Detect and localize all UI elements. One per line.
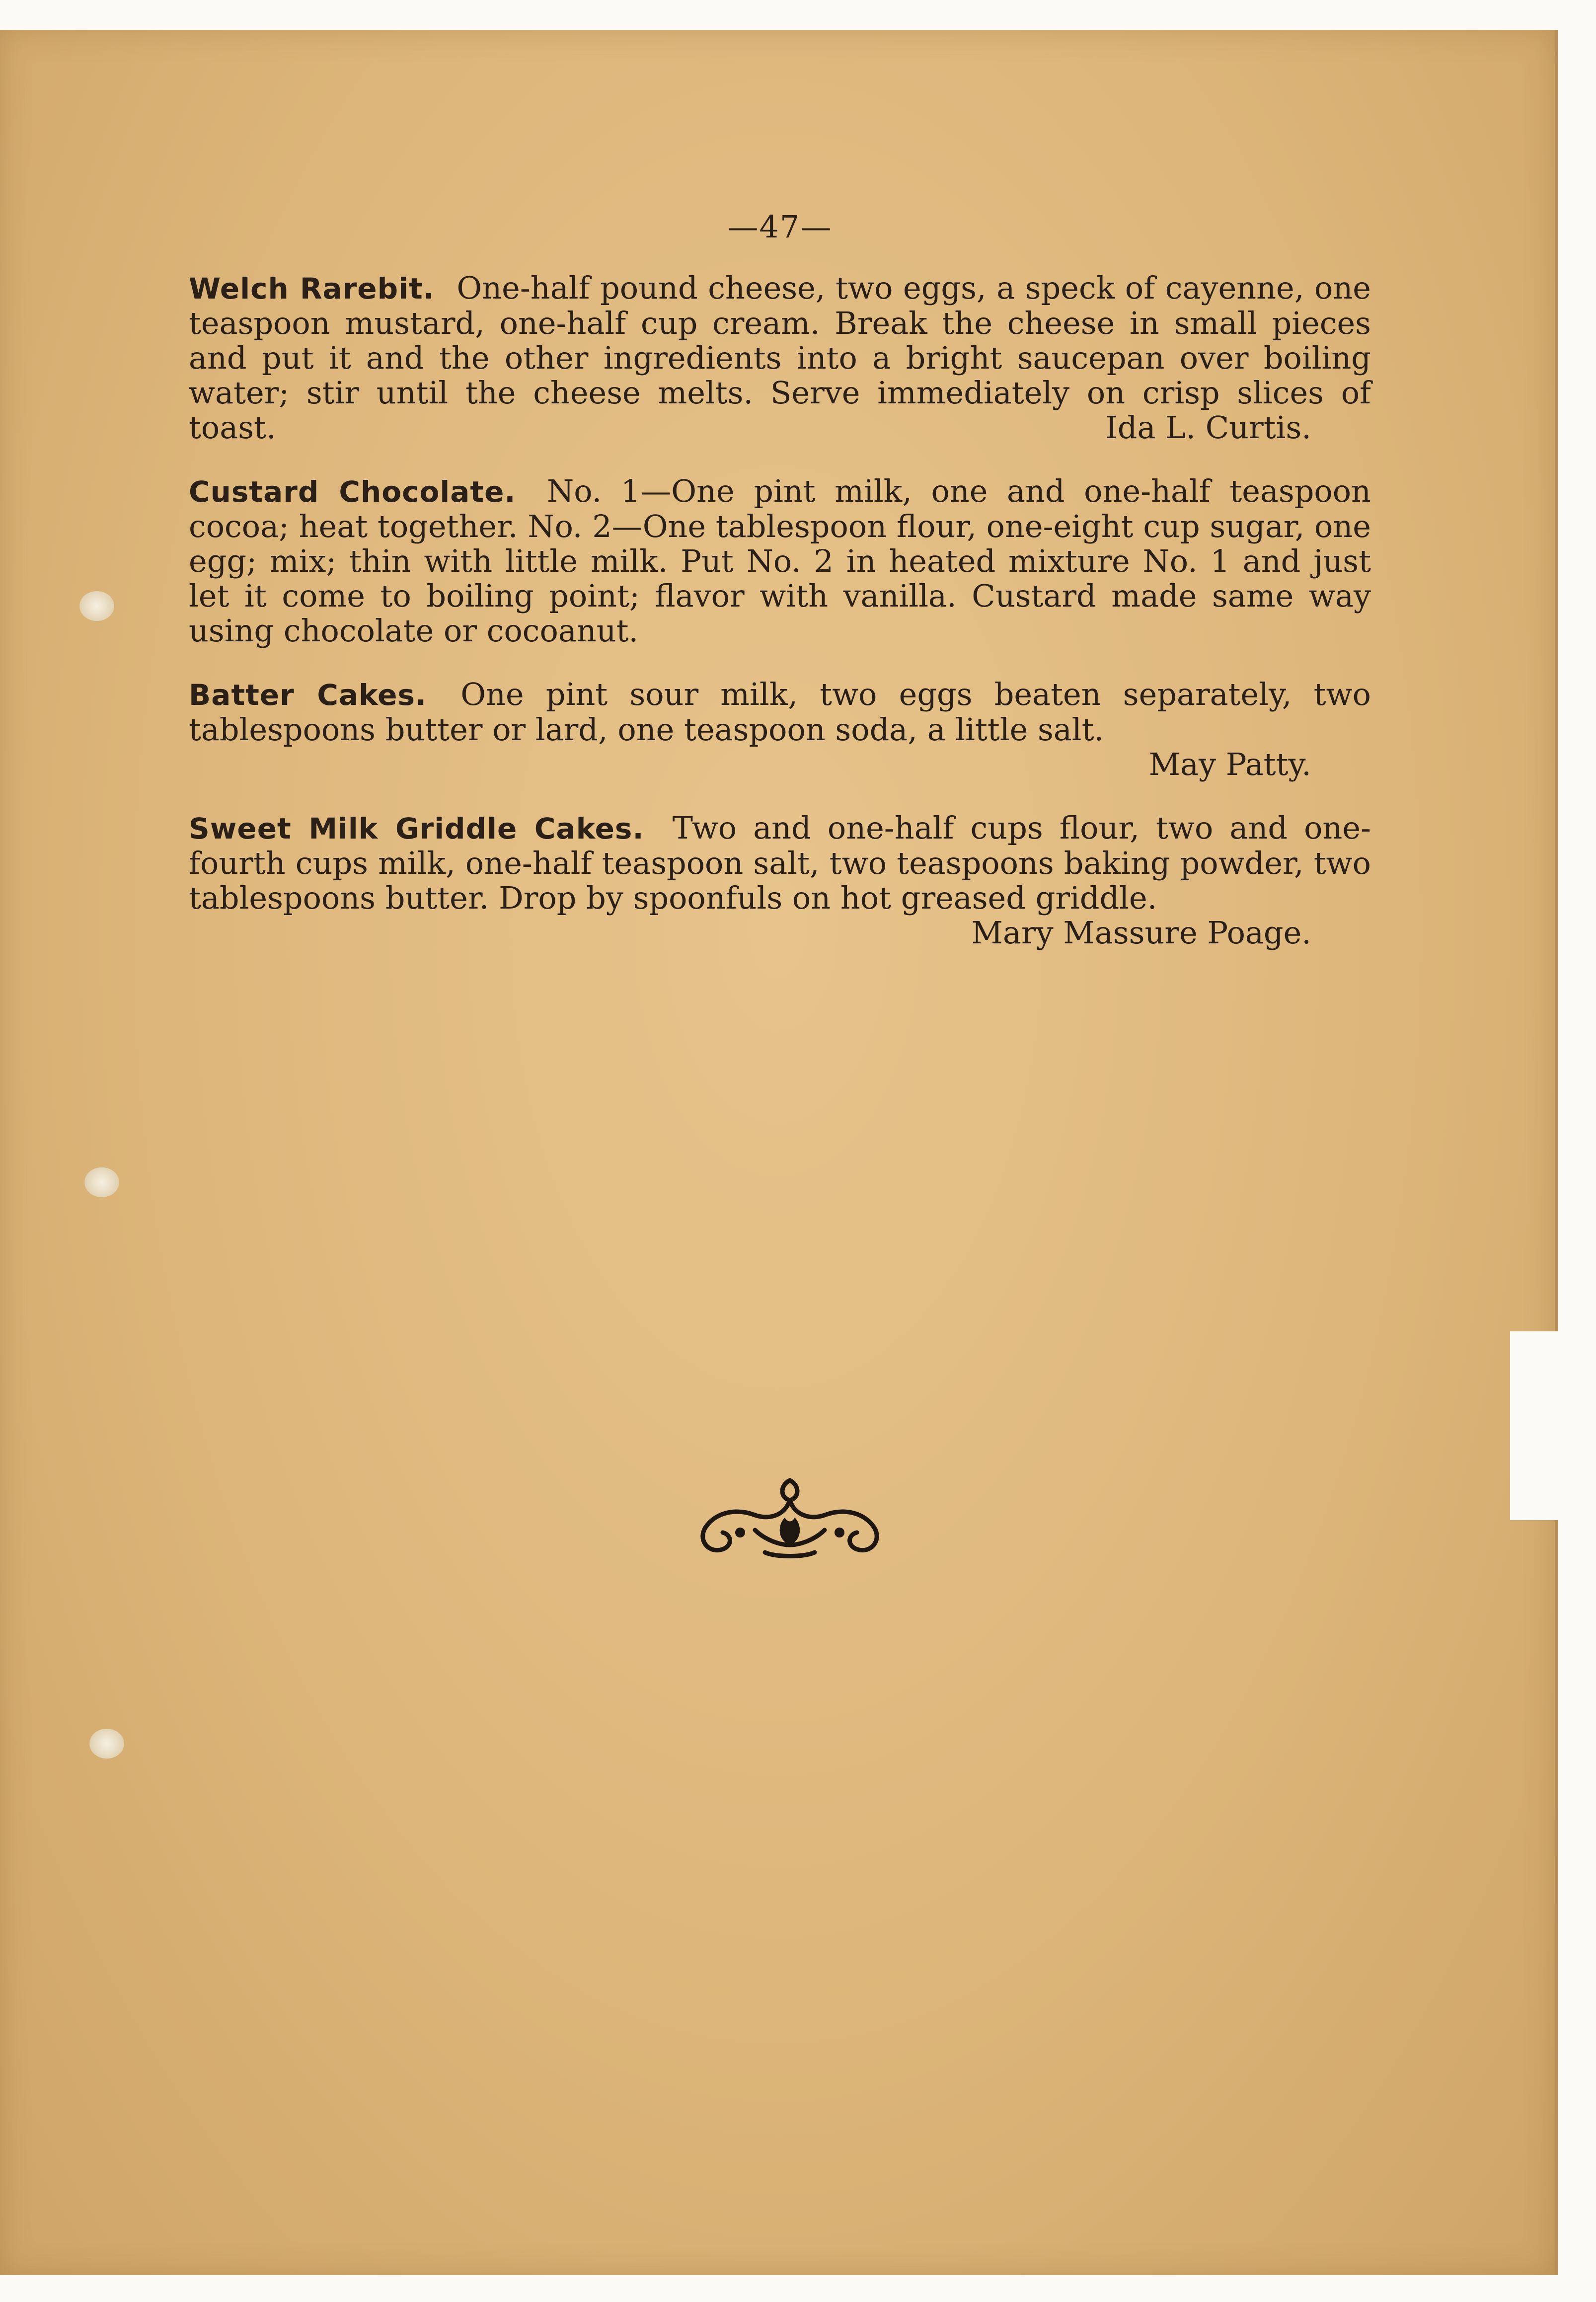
recipe-batter-cakes [189,677,1371,782]
recipe-body: No. 1—One pint milk, one and one-half teaspoon cocoa; heat together. No. 2—One tablespoon flour, one-eight cup sugar, one egg; mix; thin with little milk. Put No. 2 in heated mixture No. 1 and just let it come to boiling point; flavor with vanilla. Custard made same way using chocolate or cocoanut. [189,473,1371,649]
recipe-author: May Patty. [1148,746,1311,782]
recipe-author: Mary Massure Poage. [971,915,1311,951]
page-number: —47— [727,209,833,245]
recipe-author: Ida L. Curtis. [1105,409,1311,446]
binding-hole [89,1729,124,1759]
binding-hole [79,591,114,621]
recipe-body: Two and one-half cups flour, two and one-fourth cups milk, one-half teaspoon salt, two teaspoons baking powder, two tablespoons butter. Drop by spoonfuls on hot greased griddle. [189,810,1371,916]
recipe-title: Batter Cakes. [189,678,427,712]
recipe-sweet-milk-griddle-cakes [189,811,1371,950]
page-content [189,209,1371,979]
recipe-custard-chocolate [189,474,1371,648]
recipe-body: One-half pound cheese, two eggs, a speck of cayenne, one teaspoon mustard, one-half cup cream. Break the cheese in small pieces and put it and the other ingredients into a bright saucepan over boiling water; stir until the cheese melts. Serve immediately on crisp slices of toast. [189,270,1371,446]
recipe-title: Sweet Milk Griddle Cakes. [189,812,644,845]
torn-edge [1510,1331,1570,1520]
scroll-flourish-icon [685,1470,894,1570]
recipe-title: Custard Chocolate. [189,475,516,509]
recipe-welch-rarebit [189,271,1371,445]
binding-hole [84,1167,119,1197]
recipe-body: One pint sour milk, two eggs beaten separately, two tablespoons butter or lard, one teaspoon soda, a little salt. [189,676,1371,748]
recipe-title: Welch Rarebit. [189,272,435,306]
